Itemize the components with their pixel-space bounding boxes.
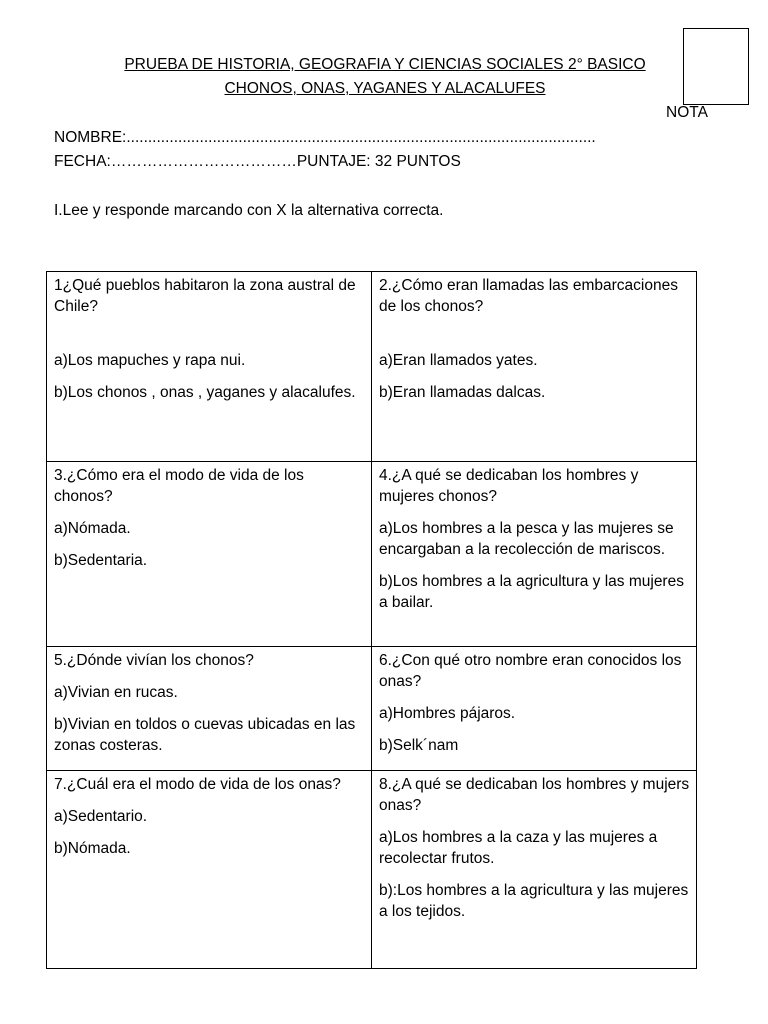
option-a[interactable]: a)Hombres pájaros. [379,705,516,722]
question-cell-7 [47,771,372,969]
option-b[interactable]: b)Los chonos , onas , yaganes y alacalufes. [54,384,356,401]
question-cell-1 [47,272,372,462]
option-a[interactable]: a)Nómada. [54,520,131,537]
title-line-2: CHONOS, ONAS, YAGANES Y ALACALUFES [224,80,546,97]
option-a[interactable]: a)Eran llamados yates. [379,352,538,369]
question-cell-2 [372,272,697,462]
instruction: I.Lee y responde marcando con X la alternativa correcta. [54,202,444,219]
question-cell-3 [47,462,372,647]
question-cell-8 [372,771,697,969]
option-a[interactable]: a)Los hombres a la caza y las mujeres a recolectar frutos. [379,829,658,867]
question-text: 8.¿A qué se dedicaban los hombres y mujers onas? [379,776,690,814]
question-text: 4.¿A qué se dedicaban los hombres y mujeres chonos? [379,467,639,505]
nombre-field: NOMBRE:............................................................................................................. [54,129,596,146]
option-b[interactable]: b)Sedentaria. [54,552,148,569]
option-b[interactable]: b)Eran llamadas dalcas. [379,384,546,401]
question-text: 1¿Qué pueblos habitaron la zona austral de Chile? [54,277,356,315]
question-text: 3.¿Cómo era el modo de vida de los chonos? [54,467,304,505]
table-row [47,462,697,647]
question-text: 6.¿Con qué otro nombre eran conocidos los onas? [379,652,682,690]
table-row [47,272,697,462]
option-a[interactable]: a)Los hombres a la pesca y las mujeres se encargaban a la recolección de mariscos. [379,520,674,558]
option-b[interactable]: b)Selk´nam [379,737,459,754]
question-text: 2.¿Cómo eran llamadas las embarcaciones de los chonos? [379,277,678,315]
question-cell-5 [47,647,372,771]
question-cell-4 [372,462,697,647]
fecha-puntaje-line: FECHA:………………………………PUNTAJE: 32 PUNTOS [54,153,461,170]
table-row [47,771,697,969]
option-b[interactable]: b)Nómada. [54,840,131,857]
table-row [47,647,697,771]
nota-label: NOTA [666,104,708,121]
question-cell-6 [372,647,697,771]
questions-table [46,271,697,969]
option-b[interactable]: b)Los hombres a la agricultura y las mujeres a bailar. [379,573,684,611]
option-a[interactable]: a)Vivian en rucas. [54,684,178,701]
option-a[interactable]: a)Los mapuches y rapa nui. [54,352,246,369]
question-text: 7.¿Cuál era el modo de vida de los onas? [54,776,341,793]
title-line-1: PRUEBA DE HISTORIA, GEOGRAFIA Y CIENCIAS SOCIALES 2° BASICO [124,56,646,73]
option-b[interactable]: b):Los hombres a la agricultura y las mujeres a los tejidos. [379,882,689,920]
grade-box [683,28,749,105]
option-a[interactable]: a)Sedentario. [54,808,148,825]
option-b[interactable]: b)Vivian en toldos o cuevas ubicadas en las zonas costeras. [54,716,356,754]
question-text: 5.¿Dónde vivían los chonos? [54,652,254,669]
